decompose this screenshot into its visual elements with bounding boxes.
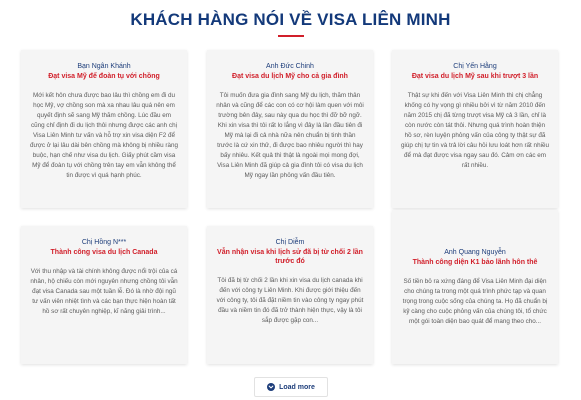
- testimonial-headline: Thành công visa du lịch Canada: [50, 249, 158, 256]
- testimonial-body: Thật sự khi đến với Visa Liên Minh thì chị chẳng khống có hy vọng gì nhiều bởi vì từ năm 2010 đến năm 2015 chị đã từng trượt visa Mỹ cả 3 lần, chỉ là còn nước còn tát thôi. Nhưng quá trình hoàn thiện hồ sơ, rèn luyện phỏng vấn của công ty thật sự đã giúp chị tự tin và trả lời câu hỏi lưu loát hơn rất nhiều để mà đạt được visa ngay sau đó. Cảm ơn các em rất nhiều.: [401, 92, 549, 169]
- testimonial-headline: Đạt visa du lịch Mỹ cho cả gia đình: [232, 73, 348, 80]
- testimonial-name: Chị Hồng N***: [81, 239, 127, 246]
- load-more-label: Load more: [279, 383, 315, 391]
- testimonial-name: Chị Yến Hằng: [453, 63, 497, 70]
- testimonial-card: [207, 226, 373, 364]
- testimonial-name: Anh Quang Nguyễn: [444, 249, 506, 256]
- testimonial-body: Tôi muốn đưa gia đình sang Mỹ du lịch, thăm thân nhân và cũng để các con có cơ hội làm quen với môi trường bên đây, sau này qua du học thì đỡ bỡ ngỡ. Khi xin visa thì tôi rất lo lắng vì đây là lần đầu tiên đi Mỹ mà lại đi cả nhà nữa nên chuẩn bị tinh thần trước là cứ xin thử, đi được bao nhiêu người thì hay bấy nhiêu. Kết quả thì thật là ngoài mọi mong đợi, Visa Liên Minh đã giúp cả gia đình tôi có visa du lịch Mỹ ngay lần phỏng vấn đầu tiên.: [216, 92, 364, 179]
- testimonial-card: [21, 226, 187, 364]
- testimonial-card: [21, 50, 187, 208]
- testimonial-body: Mới kết hôn chưa được bao lâu thì chồng em đi du học Mỹ, vợ chồng son mà xa nhau lâu quá nên em quyết định sẽ sang Mỹ thăm chồng. Lúc đầu em cũng chỉ định đi du lịch thôi nhưng được các anh chị Visa Liên Minh tư vấn và hỗ trợ xin visa diện F2 để được ở lại lâu dài bên chồng mà không bị nhiều ràng buộc, hạn chế như visa du lịch. Giấy phút cầm visa Mỹ để đoàn tụ với chồng trên tay em vẫn không thể tin được vì quá hạnh phúc.: [30, 92, 178, 179]
- testimonial-headline: Vẫn nhận visa khi lịch sử đã bị từ chối 2 lần trước đó: [217, 249, 363, 265]
- testimonial-body: Số tiền bỏ ra xứng đáng để Visa Liên Minh đại diện cho chúng ta trong một quá trình phức tạp và quan trọng trong cuộc sống của chúng ta. Họ đã chuẩn bị kỹ càng cho cuộc phỏng vấn của chúng tôi, tổ chức một gói toàn diện bao quát để mang theo cho...: [402, 278, 548, 325]
- section-title: KHÁCH HÀNG NÓI VỀ VISA LIÊN MINH: [130, 10, 451, 29]
- testimonial-headline: Đạt visa du lịch Mỹ sau khi trượt 3 lần: [411, 73, 539, 80]
- load-more-button[interactable]: [254, 377, 328, 397]
- testimonial-card: [392, 50, 558, 208]
- testimonial-headline: Thành công diện K1 bảo lãnh hôn thê: [412, 259, 538, 266]
- testimonial-name: Bạn Ngân Khánh: [77, 63, 131, 70]
- title-underline: [278, 35, 304, 37]
- testimonial-card: [392, 210, 558, 364]
- testimonial-name: Anh Đức Chinh: [266, 63, 314, 70]
- testimonial-body: Tôi đã bị từ chối 2 lần khi xin visa du lịch canada khi đến với công ty Liên Minh. Khi được giới thiệu đến với công ty, tôi đã đặt niềm tin vào công ty ngay phút đầu và niềm tin đó đã trở thành hiện thực, vậy là tôi sắp được gặp con...: [216, 277, 364, 324]
- testimonial-headline: Đạt visa Mỹ để đoàn tụ với chồng: [48, 73, 160, 80]
- testimonial-name: Chị Diễm: [275, 239, 305, 246]
- chevron-down-icon: [267, 383, 275, 391]
- testimonial-body: Với thu nhập và tài chính không được nổi trội của cá nhân, hộ chiếu còn mới nguyên nhưng chồng tôi vẫn đạt visa Canada sau một tuần lễ. Đó là nhờ đội ngũ tư vấn viên nhiệt tình và các bạn thực hiện hoàn tất hồ sơ rất chuyên nghiệp, kĩ năng giải trình...: [30, 268, 178, 315]
- testimonial-card: [207, 50, 373, 208]
